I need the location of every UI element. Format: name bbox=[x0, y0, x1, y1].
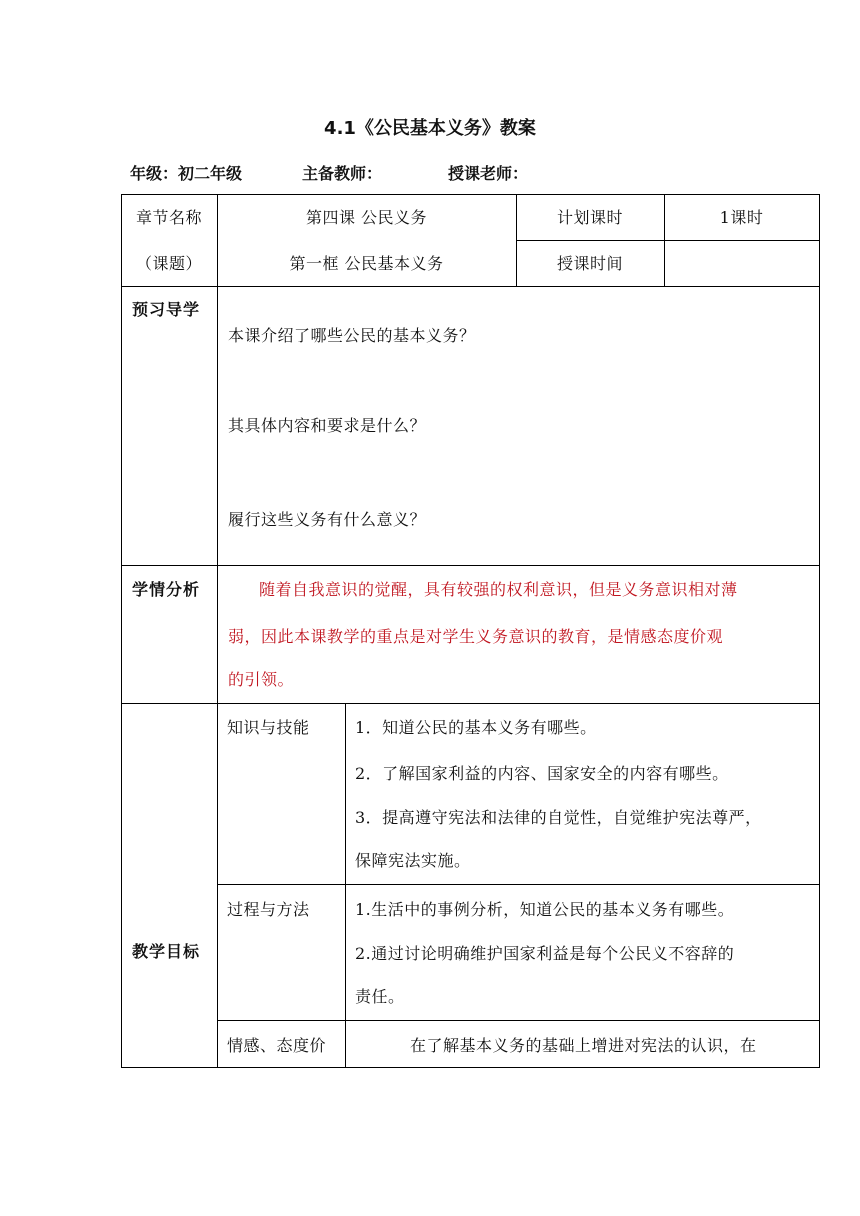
preview-label: 预习导学 bbox=[132, 300, 201, 319]
table-border-top bbox=[121, 194, 820, 195]
knowledge-line: 2．了解国家利益的内容、国家安全的内容有哪些。 bbox=[355, 764, 729, 783]
table-border-col1 bbox=[217, 194, 218, 1068]
table-border-right bbox=[819, 194, 820, 1068]
teacher-label: 授课老师： bbox=[448, 164, 529, 183]
chapter-label-line2: （课题） bbox=[135, 254, 202, 273]
emotion-line: 在了解基本义务的基础上增进对宪法的认识，在 bbox=[410, 1036, 757, 1055]
table-border-left bbox=[121, 194, 122, 1068]
table-border-row2-bottom bbox=[121, 565, 820, 566]
table-border-row1-bottom bbox=[121, 286, 820, 287]
knowledge-label: 知识与技能 bbox=[227, 718, 310, 737]
goals-label: 教学目标 bbox=[132, 942, 201, 961]
preview-question: 履行这些义务有什么意义？ bbox=[228, 510, 427, 529]
document-title: 4.1《公民基本义务》教案 bbox=[324, 118, 536, 139]
lesson-line1: 第四课 公民义务 bbox=[305, 208, 428, 227]
process-label: 过程与方法 bbox=[227, 900, 310, 919]
analysis-line: 的引领。 bbox=[228, 670, 295, 689]
class-time-label: 授课时间 bbox=[556, 254, 623, 273]
knowledge-line: 1．知道公民的基本义务有哪些。 bbox=[355, 718, 597, 737]
table-border-bottom bbox=[121, 1067, 820, 1068]
table-border-row1-mid bbox=[516, 240, 820, 241]
planned-hours-value: 1课时 bbox=[719, 208, 764, 227]
grade-label: 年级：初二年级 bbox=[130, 164, 243, 183]
knowledge-line: 3．提高遵守宪法和法律的自觉性，自觉维护宪法尊严， bbox=[355, 808, 762, 827]
process-line: 2.通过讨论明确维护国家利益是每个公民义不容辞的 bbox=[355, 944, 735, 963]
process-line: 责任。 bbox=[355, 987, 405, 1006]
knowledge-line: 保障宪法实施。 bbox=[355, 851, 471, 870]
chapter-label-line1: 章节名称 bbox=[135, 208, 202, 227]
table-border-sub2-bottom bbox=[217, 1020, 820, 1021]
preview-question: 其具体内容和要求是什么？ bbox=[228, 416, 427, 435]
planned-hours-label: 计划课时 bbox=[556, 208, 623, 227]
analysis-line: 弱，因此本课教学的重点是对学生义务意识的教育，是情感态度价观 bbox=[228, 627, 724, 646]
analysis-label: 学情分析 bbox=[132, 580, 201, 599]
table-border-row3-bottom bbox=[121, 703, 820, 704]
lesson-line2: 第一框 公民基本义务 bbox=[289, 254, 444, 273]
preview-question: 本课介绍了哪些公民的基本义务？ bbox=[228, 326, 476, 345]
table-border-sub1-bottom bbox=[217, 884, 820, 885]
table-border-col-sub bbox=[345, 703, 346, 1068]
analysis-line: 随着自我意识的觉醒，具有较强的权利意识，但是义务意识相对薄 bbox=[259, 580, 738, 599]
emotion-label: 情感、态度价 bbox=[227, 1036, 327, 1055]
lead-teacher-label: 主备教师： bbox=[302, 164, 383, 183]
process-line: 1.生活中的事例分析，知道公民的基本义务有哪些。 bbox=[355, 900, 735, 919]
